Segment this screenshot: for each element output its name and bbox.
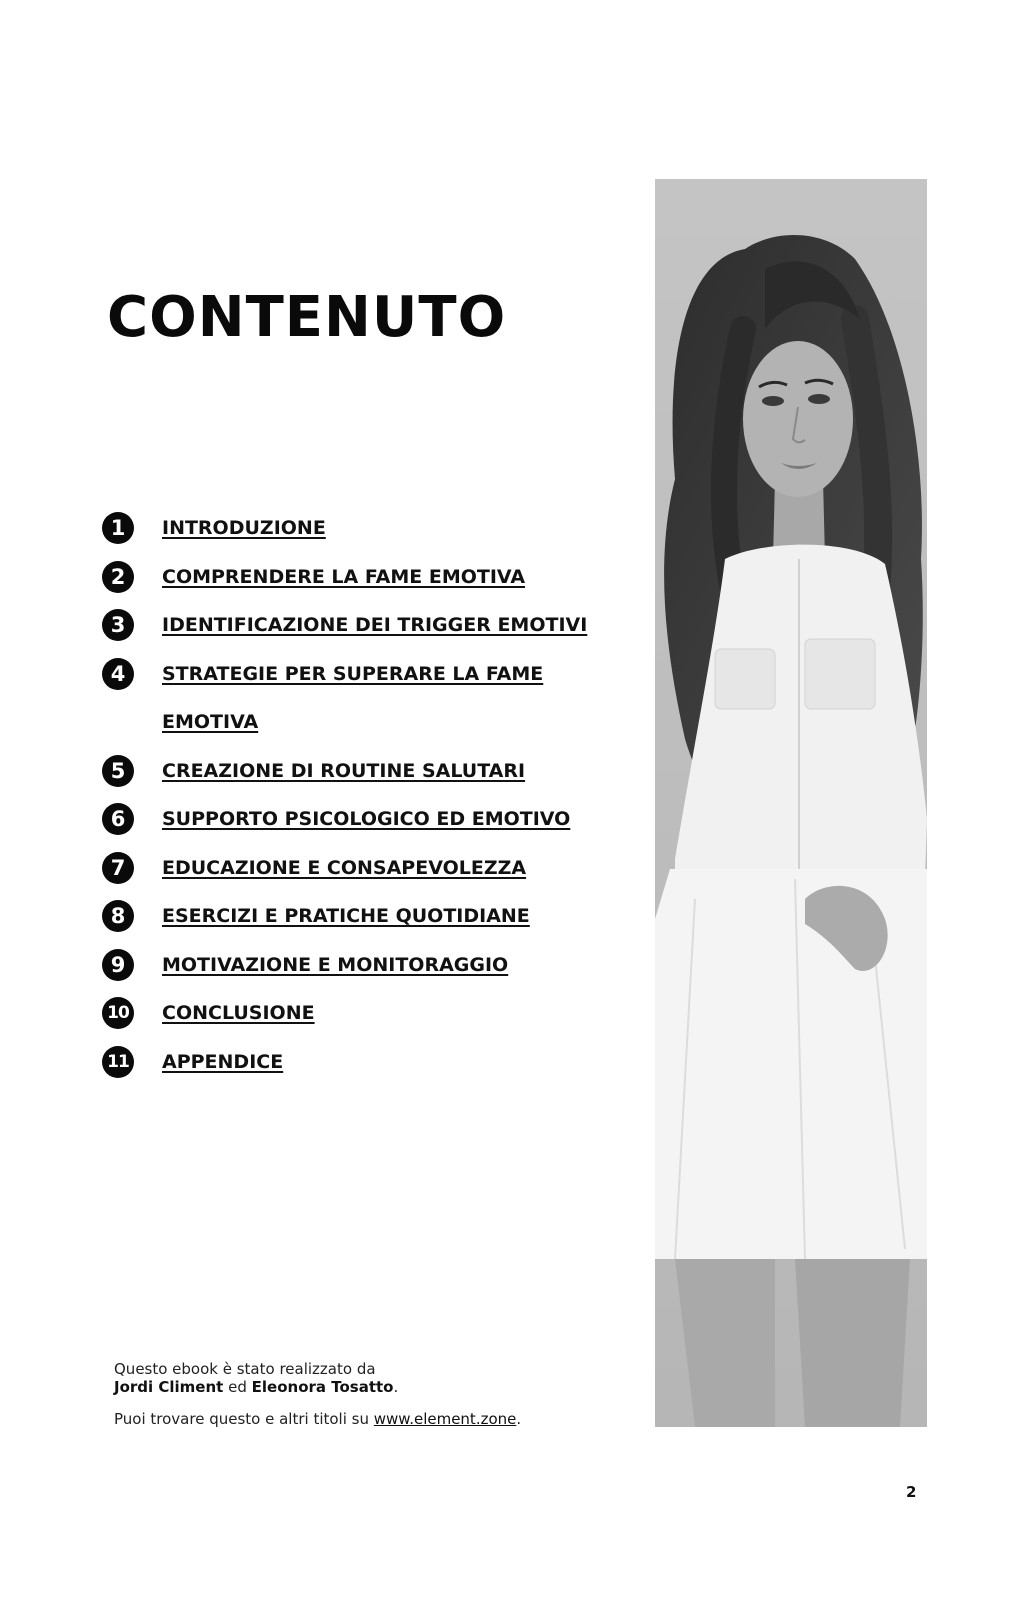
number-badge-icon: 7 <box>102 852 134 884</box>
credits-intro: Questo ebook è stato realizzato da <box>114 1360 376 1378</box>
toc-link-conclusione[interactable]: CONCLUSIONE <box>162 1002 315 1024</box>
number-badge-icon: 8 <box>102 900 134 932</box>
page-title: CONTENUTO <box>107 285 507 350</box>
number-badge-icon: 11 <box>102 1046 134 1078</box>
toc-link-identificazione[interactable]: IDENTIFICAZIONE DEI TRIGGER EMOTIVI <box>162 614 588 636</box>
toc-item <box>102 602 602 651</box>
toc-link-creazione[interactable]: CREAZIONE DI ROUTINE SALUTARI <box>162 759 526 782</box>
table-of-contents <box>102 505 602 1087</box>
toc-link-introduzione[interactable]: INTRODUZIONE <box>162 517 326 539</box>
credits-site-prefix: Puoi trovare questo e altri titoli su <box>114 1410 369 1428</box>
credits-line <box>114 1360 521 1378</box>
page-number: 2 <box>906 1483 917 1501</box>
author-name: Jordi Climent <box>114 1378 224 1396</box>
toc-item <box>102 651 602 748</box>
credits-authors <box>114 1378 521 1396</box>
website-link[interactable]: www.element.zone <box>373 1410 517 1428</box>
number-badge-icon: 9 <box>102 949 134 981</box>
credits-site-suffix: . <box>516 1410 522 1428</box>
number-badge-icon: 1 <box>102 512 134 544</box>
toc-item <box>102 505 602 554</box>
toc-item <box>102 893 602 942</box>
number-badge-icon: 6 <box>102 803 134 835</box>
number-badge-icon: 2 <box>102 561 134 593</box>
number-badge-icon: 3 <box>102 609 134 641</box>
toc-item <box>102 845 602 894</box>
author-name: Eleonora Tosatto <box>251 1378 394 1396</box>
toc-item <box>102 1039 602 1088</box>
toc-link-motivazione[interactable]: MOTIVAZIONE E MONITORAGGIO <box>162 953 509 976</box>
number-badge-icon: 5 <box>102 755 134 787</box>
number-badge-icon: 4 <box>102 658 134 690</box>
toc-item <box>102 990 602 1039</box>
toc-item <box>102 748 602 797</box>
toc-item <box>102 942 602 991</box>
portrait-illustration <box>655 179 927 1427</box>
toc-link-educazione[interactable]: EDUCAZIONE E CONSAPEVOLEZZA <box>162 856 527 879</box>
credits-period: . <box>393 1378 399 1396</box>
number-badge-icon: 10 <box>102 997 134 1029</box>
toc-link-comprendere[interactable]: COMPRENDERE LA FAME EMOTIVA <box>162 565 526 588</box>
credits-site-line <box>114 1410 521 1428</box>
toc-item <box>102 796 602 845</box>
portrait-photo-icon <box>655 179 927 1427</box>
toc-link-esercizi[interactable]: ESERCIZI E PRATICHE QUOTIDIANE <box>162 905 530 927</box>
toc-item <box>102 554 602 603</box>
author-connector: ed <box>228 1378 247 1396</box>
toc-link-supporto[interactable]: SUPPORTO PSICOLOGICO ED EMOTIVO <box>162 808 571 830</box>
credits <box>114 1360 521 1428</box>
toc-link-appendice[interactable]: APPENDICE <box>162 1050 284 1073</box>
toc-link-strategie[interactable]: STRATEGIE PER SUPERARE LA FAME EMOTIVA <box>162 662 544 733</box>
